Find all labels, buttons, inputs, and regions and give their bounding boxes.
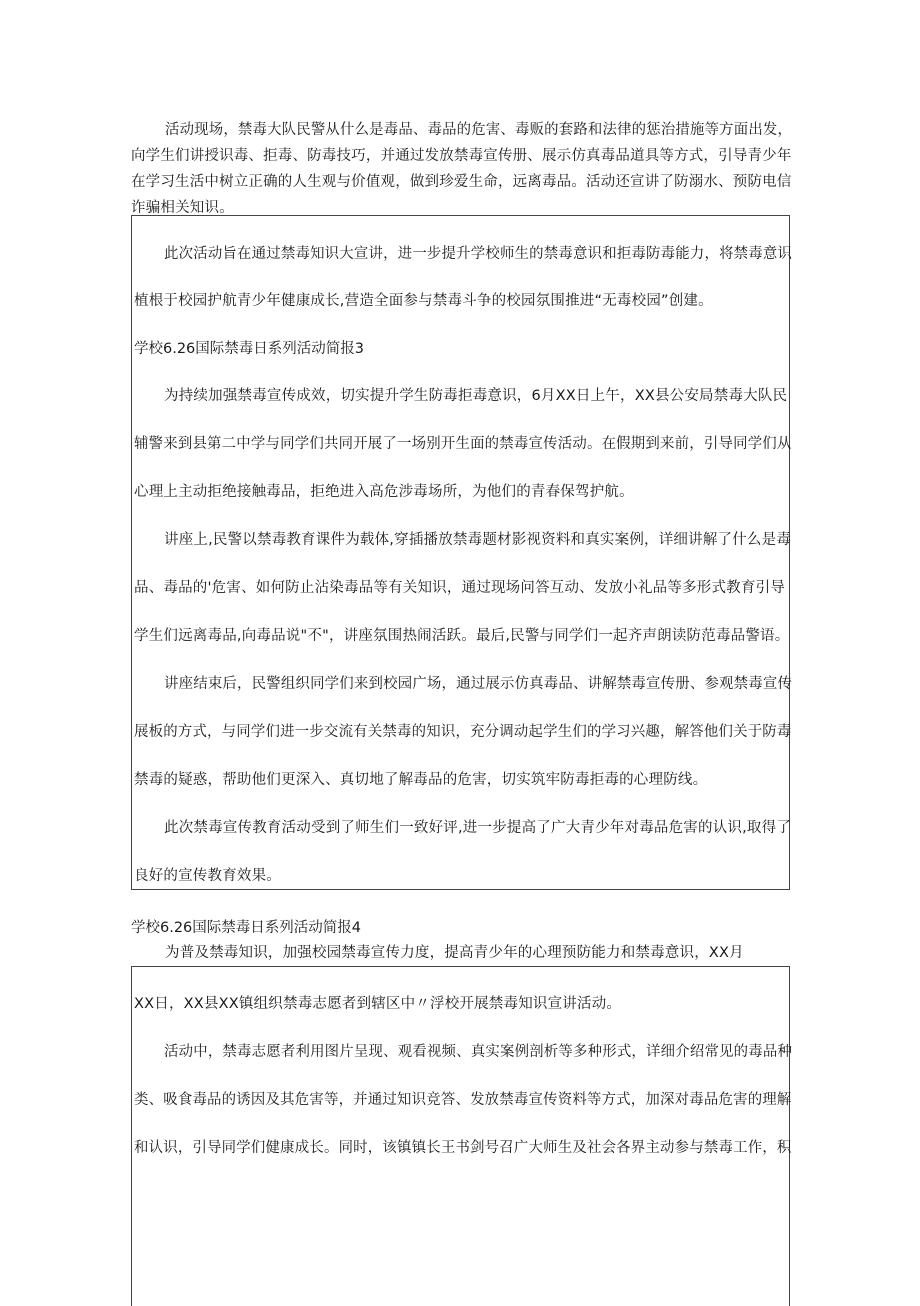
- box1-p3-line-2: 品、毒品的'危害、如何防止沾染毒品等有关知识，通过现场问答互动、发放小礼品等多形式教育引导: [134, 580, 785, 596]
- box1-p2-line-1: 为持续加强禁毒宣传成效，切实提升学生防毒拒毒意识，6月XX日上午，XX县公安局禁毒大队民: [164, 388, 788, 404]
- box1-p2-line-2: 辅警来到县第二中学与同学们共同开展了一场别开生面的禁毒宣传活动。在假期到来前，引导同学们从: [134, 436, 792, 452]
- box2-p1-line-1: XX日，XX县XX镇组织禁毒志愿者到辖区中〃浮校开展禁毒知识宣讲活动。: [134, 996, 622, 1012]
- box1-p4-line-3: 禁毒的疑惑，帮助他们更深入、真切地了解毒品的危害，切实筑牢防毒拒毒的心理防线。: [134, 772, 708, 788]
- intro-line-4: 诈骗相关知识。: [131, 200, 234, 216]
- section4-first-line: 为普及禁毒知识，加强校园禁毒宣传力度，提高青少年的心理预防能力和禁毒意识，XX月: [165, 945, 744, 961]
- box1-p3-line-3: 学生们远离毒品,向毒品说"不"，讲座氛围热闹活跃。最后,民警与同学们一起齐声朗读防范毒品警语。: [134, 628, 790, 644]
- box1-p1-line-2: 植根于校园护航青少年健康成长,营造全面参与禁毒斗争的校园氛围推进“无毒校园”创建。: [134, 293, 713, 309]
- box1-p1-line-1: 此次活动旨在通过禁毒知识大宣讲，进一步提升学校师生的禁毒意识和拒毒防毒能力，将禁毒意识: [164, 246, 793, 262]
- section-heading-4: 学校6.26国际禁毒日系列活动简报4: [131, 920, 362, 936]
- intro-line-2: 向学生们讲授识毒、拒毒、防毒技巧，并通过发放禁毒宣传册、展示仿真毒品道具等方式，引导青少年: [131, 148, 792, 164]
- box1-p5-line-2: 良好的宣传教育效果。: [134, 868, 281, 884]
- box1-p2-line-3: 心理上主动拒绝接触毒品，拒绝进入高危涉毒场所，为他们的青春保驾护航。: [134, 484, 634, 500]
- intro-line-3: 在学习生活中树立正确的人生观与价值观，做到珍爱生命，远离毒品。活动还宣讲了防溺水、预防电信: [131, 174, 792, 190]
- section-heading-3: 学校6.26国际禁毒日系列活动简报3: [134, 341, 365, 357]
- box1-p5-line-1: 此次禁毒宣传教育活动受到了师生们一致好评,进一步提高了广大青少年对毒品危害的认识,取得了: [164, 820, 792, 836]
- box2-p2-line-2: 类、吸食毒品的诱因及其危害等，并通过知识竞答、发放禁毒宣传资料等方式，加深对毒品危害的理解: [134, 1092, 792, 1108]
- box1-p4-line-1: 讲座结束后，民警组织同学们来到校园广场，通过展示仿真毒品、讲解禁毒宣传册、参观禁毒宣传: [164, 676, 793, 692]
- box1-p4-line-2: 展板的方式，与同学们进一步交流有关禁毒的知识，充分调动起学生们的学习兴趣，解答他们关于防毒: [134, 724, 792, 740]
- box2-p2-line-3: 和认识，引导同学们健康成长。同时，该镇镇长王书剑号召广大师生及社会各界主动参与禁毒工作，积: [134, 1140, 792, 1156]
- box2-p2-line-1: 活动中，禁毒志愿者利用图片呈现、观看视频、真实案例剖析等多种形式，详细介绍常见的毒品种: [164, 1044, 793, 1060]
- intro-line-1: 活动现场，禁毒大队民警从什么是毒品、毒品的危害、毒贩的套路和法律的惩治措施等方面出发，: [165, 122, 793, 138]
- box1-p3-line-1: 讲座上,民警以禁毒教育课件为载体,穿插播放禁毒题材影视资料和真实案例，详细讲解了什么是毒: [164, 532, 792, 548]
